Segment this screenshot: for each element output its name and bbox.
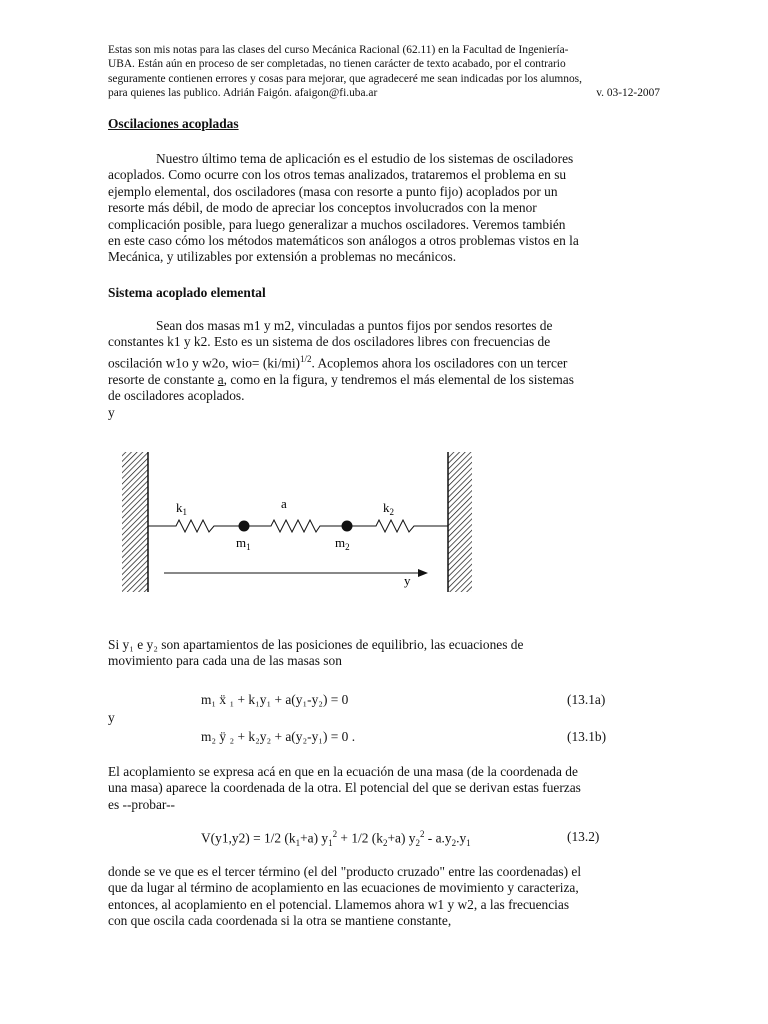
paragraph-line: acoplados. Como ocurre con los otros temas analizados, trataremos el problema en su: [108, 167, 567, 183]
paragraph-line: Nuestro último tema de aplicación es el estudio de los sistemas de osciladores: [156, 151, 574, 166]
coupled-oscillator-figure: [118, 448, 478, 596]
paragraph-line: El acoplamiento se expresa acá en que en la ecuación de una masa (de la coordenada de: [108, 764, 578, 779]
paragraph: [108, 764, 656, 813]
section-title: Oscilaciones acopladas: [108, 116, 239, 131]
label-m1: $m_1$: [236, 535, 251, 552]
paragraph-line: ejemplo elemental, dos osciladores (masa con resorte a punto fijo) acoplados por un: [108, 183, 558, 199]
equation-number: (13.1a): [567, 692, 606, 707]
conjunction-text: y: [108, 710, 115, 725]
paragraph-line: oscilación w1o y w2o, $wio= (ki/mi)^{1/2}$. Acoplemos ahora los osciladores con un tercer: [108, 353, 568, 371]
author-text: para quienes las publico. Adrián Faigón. afaigon@fi.uba.ar: [108, 86, 378, 99]
paragraph-line: resorte más débil, de modo de apreciar los conceptos involucrados con la menor: [108, 200, 537, 216]
spring-k2: [347, 520, 448, 532]
spring-k1: [148, 520, 244, 532]
paragraph-line: una masa) aparece la coordenada de la otra. El potencial del que se derivan estas fuerzas: [108, 780, 581, 796]
paragraph-line: Si y₁ e y₂ son apartamientos de las posiciones de equilibrio, las ecuaciones de: [108, 637, 524, 652]
equation-13-1b: m₂ ÿ ₂ + k₂y₂ + a(y₂-y₁) = 0 .: [201, 729, 356, 744]
paragraph: [108, 151, 656, 266]
header-line: Estas son mis notas para las clases del curso Mecánica Racional (62.11) en la Facultad de Ingeniería-: [108, 44, 569, 56]
header-line: UBA. Están aún en proceso de ser completadas, no tienen carácter de texto acabado, por el contrario: [108, 58, 566, 71]
paragraph-line: Sean dos masas m1 y m2, vinculadas a puntos fijos por sendos resortes de: [156, 318, 553, 333]
paragraph: [108, 637, 656, 670]
paragraph-line: movimiento para cada una de las masas son: [108, 653, 342, 669]
equation-13-1a: m₁ ẍ ₁ + k₁y₁ + a(y₁-y₂) = 0: [201, 692, 349, 707]
label-k2: $k_2$: [383, 500, 394, 517]
section-title: Sistema acoplado elemental: [108, 285, 266, 300]
paragraph-line: es --probar--: [108, 796, 176, 812]
header-notes: [108, 43, 660, 100]
equation-number: (13.1b): [567, 729, 607, 744]
right-wall: [448, 452, 472, 592]
paragraph-line: de osciladores acoplados.: [108, 388, 245, 404]
version-text: v. 03-12-2007: [596, 86, 660, 99]
paragraph-line: Mecánica, y utilizables por extensión a problemas no mecánicos.: [108, 249, 457, 265]
header-line: seguramente contienen errores y cosas para mejorar, que agradeceré me sean indicadas por los alumnos,: [108, 72, 582, 85]
stray-letter: y: [108, 404, 115, 420]
paragraph-line: resorte de constante a, como en la figura, y tendremos el más elemental de los sistemas: [108, 371, 574, 387]
label-m2: $m_2$: [335, 535, 350, 552]
paragraph-line: con que oscila cada coordenada si la otra se mantiene constante,: [108, 913, 452, 929]
paragraph-line: en este caso cómo los métodos matemáticos son análogos a otros problemas vistos en la: [108, 233, 579, 249]
equation-number: (13.2): [567, 829, 600, 844]
paragraph: [108, 318, 656, 421]
header-line: [108, 86, 660, 100]
arrow-head-icon: [418, 569, 428, 577]
label-y: y: [404, 573, 411, 588]
paragraph: [108, 864, 656, 930]
spring-a: [244, 520, 347, 532]
paragraph-line: que da lugar al término de acoplamiento en las ecuaciones de movimiento y caracteriza,: [108, 880, 579, 896]
paragraph-line: entonces, al acoplamiento en el potencial. Llamemos ahora w1 y w2, a las frecuencias: [108, 896, 570, 912]
equation-13-2: V(y1,y2) = 1/2 $(k_1+a) y_1^2 + 1/2$ $(k_2+a)$ $y_2^2 - a.y_2.y_1$: [201, 829, 471, 849]
label-k1: $k_1$: [176, 500, 187, 517]
paragraph-line: constantes k1 y k2. Esto es un sistema de dos osciladores libres con frecuencias de: [108, 334, 551, 350]
label-a: a: [281, 496, 287, 511]
left-wall: [122, 452, 148, 592]
paragraph-line: complicación posible, para luego generalizar a muchos osciladores. Veremos también: [108, 216, 566, 232]
paragraph-line: donde se ve que es el tercer término (el del "producto cruzado" entre las coordenadas) el: [108, 864, 582, 879]
